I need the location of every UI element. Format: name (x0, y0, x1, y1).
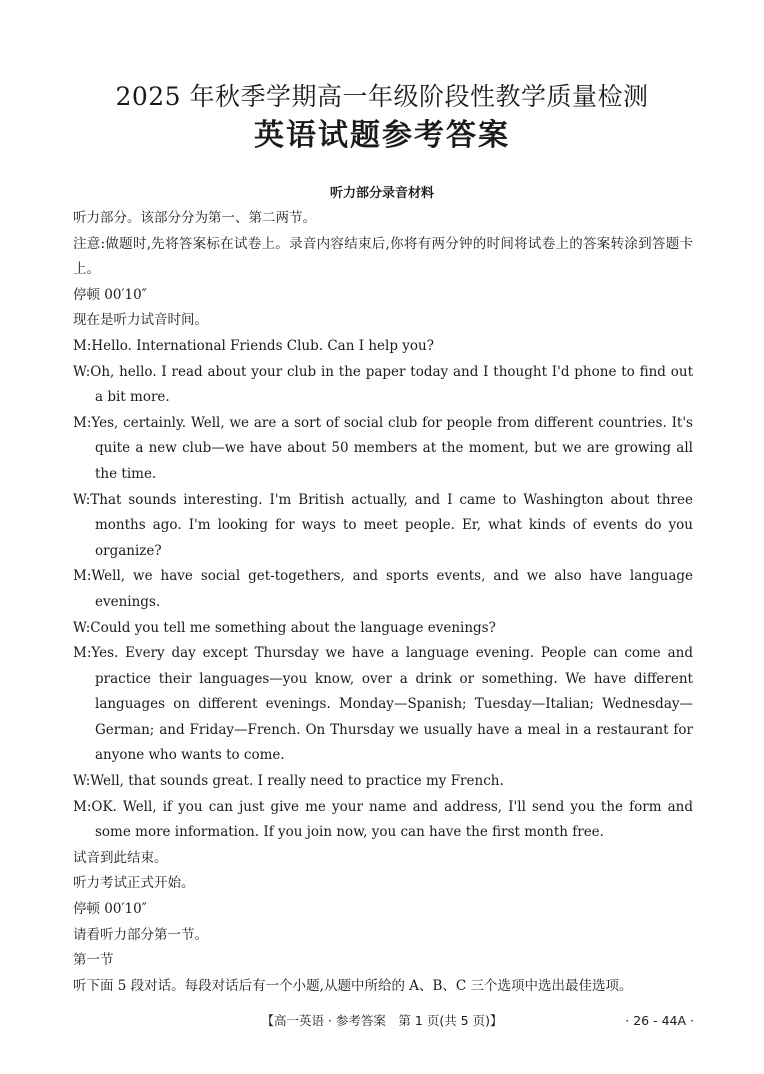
footer-page-info: 【高一英语 · 参考答案 第 1 页(共 5 页)】 (261, 1013, 503, 1028)
section-intro-line: 请看听力部分第一节。 (73, 926, 208, 943)
footer-code: · 26 - 44A · (625, 1013, 694, 1028)
dialogue-line: M:Hello. International Friends Club. Can I help you? (73, 337, 434, 354)
document-subtitle: 英语试题参考答案 (254, 118, 510, 153)
dialogue-line: W:Well, that sounds great. I really need to practice my French. (73, 773, 504, 790)
dialogue-line: M:Yes, certainly. Well, we are a sort of social club for people from different countries. It's quite a new club—we have about 50 members at the moment, but we are growing all the time. (73, 414, 693, 482)
section-heading: 听力部分录音材料 (329, 186, 434, 201)
dialogue-line: W:That sounds interesting. I'm British actually, and I came to Washington about three months ago. I'm looking for ways to meet people. Er, what kinds of events do you organize? (73, 491, 693, 559)
section-one-instructions: 听下面 5 段对话。每段对话后有一个小题,从题中所给的 A、B、C 三个选项中选出最佳选项。 (73, 977, 633, 994)
page-footer (0, 1009, 764, 1033)
dialogue-line: M:Yes. Every day except Thursday we have a language evening. People can come and practice their languages—you know, over a drink or something. We have different languages on different evenings. Monday—Spanish; Tuesday—Italian; Wednesday—German; and Friday—French. On Thursday we usually have a meal in a restaurant for anyone who wants to come. (73, 645, 693, 764)
trial-start-line: 现在是听力试音时间。 (73, 312, 208, 329)
pause-marker: 停顿 00′10″ (73, 286, 147, 303)
dialogue-line: M:OK. Well, if you can just give me your name and address, I'll send you the form and some more information. If you join now, you can have the first month free. (73, 798, 693, 841)
dialogue-line: M:Well, we have social get-togethers, and sports events, and we also have language evenings. (73, 568, 693, 610)
notice-paragraph: 注意:做题时,先将答案标在试卷上。录音内容结束后,你将有两分钟的时间将试卷上的答案转涂到答题卡上。 (73, 235, 693, 278)
exam-start-line: 听力考试正式开始。 (73, 875, 195, 892)
pause-marker: 停顿 00′10″ (73, 901, 147, 918)
trial-end-line: 试音到此结束。 (73, 849, 168, 866)
intro-line: 听力部分。该部分分为第一、第二两节。 (73, 210, 316, 226)
document-body (73, 206, 693, 999)
dialogue-line: W:Oh, hello. I read about your club in the paper today and I thought I'd phone to find out a bit more. (73, 363, 693, 406)
dialogue-line: W:Could you tell me something about the language evenings? (73, 619, 496, 636)
section-one-heading: 第一节 (73, 952, 114, 969)
document-title: 2025 年秋季学期高一年级阶段性教学质量检测 (115, 82, 649, 111)
